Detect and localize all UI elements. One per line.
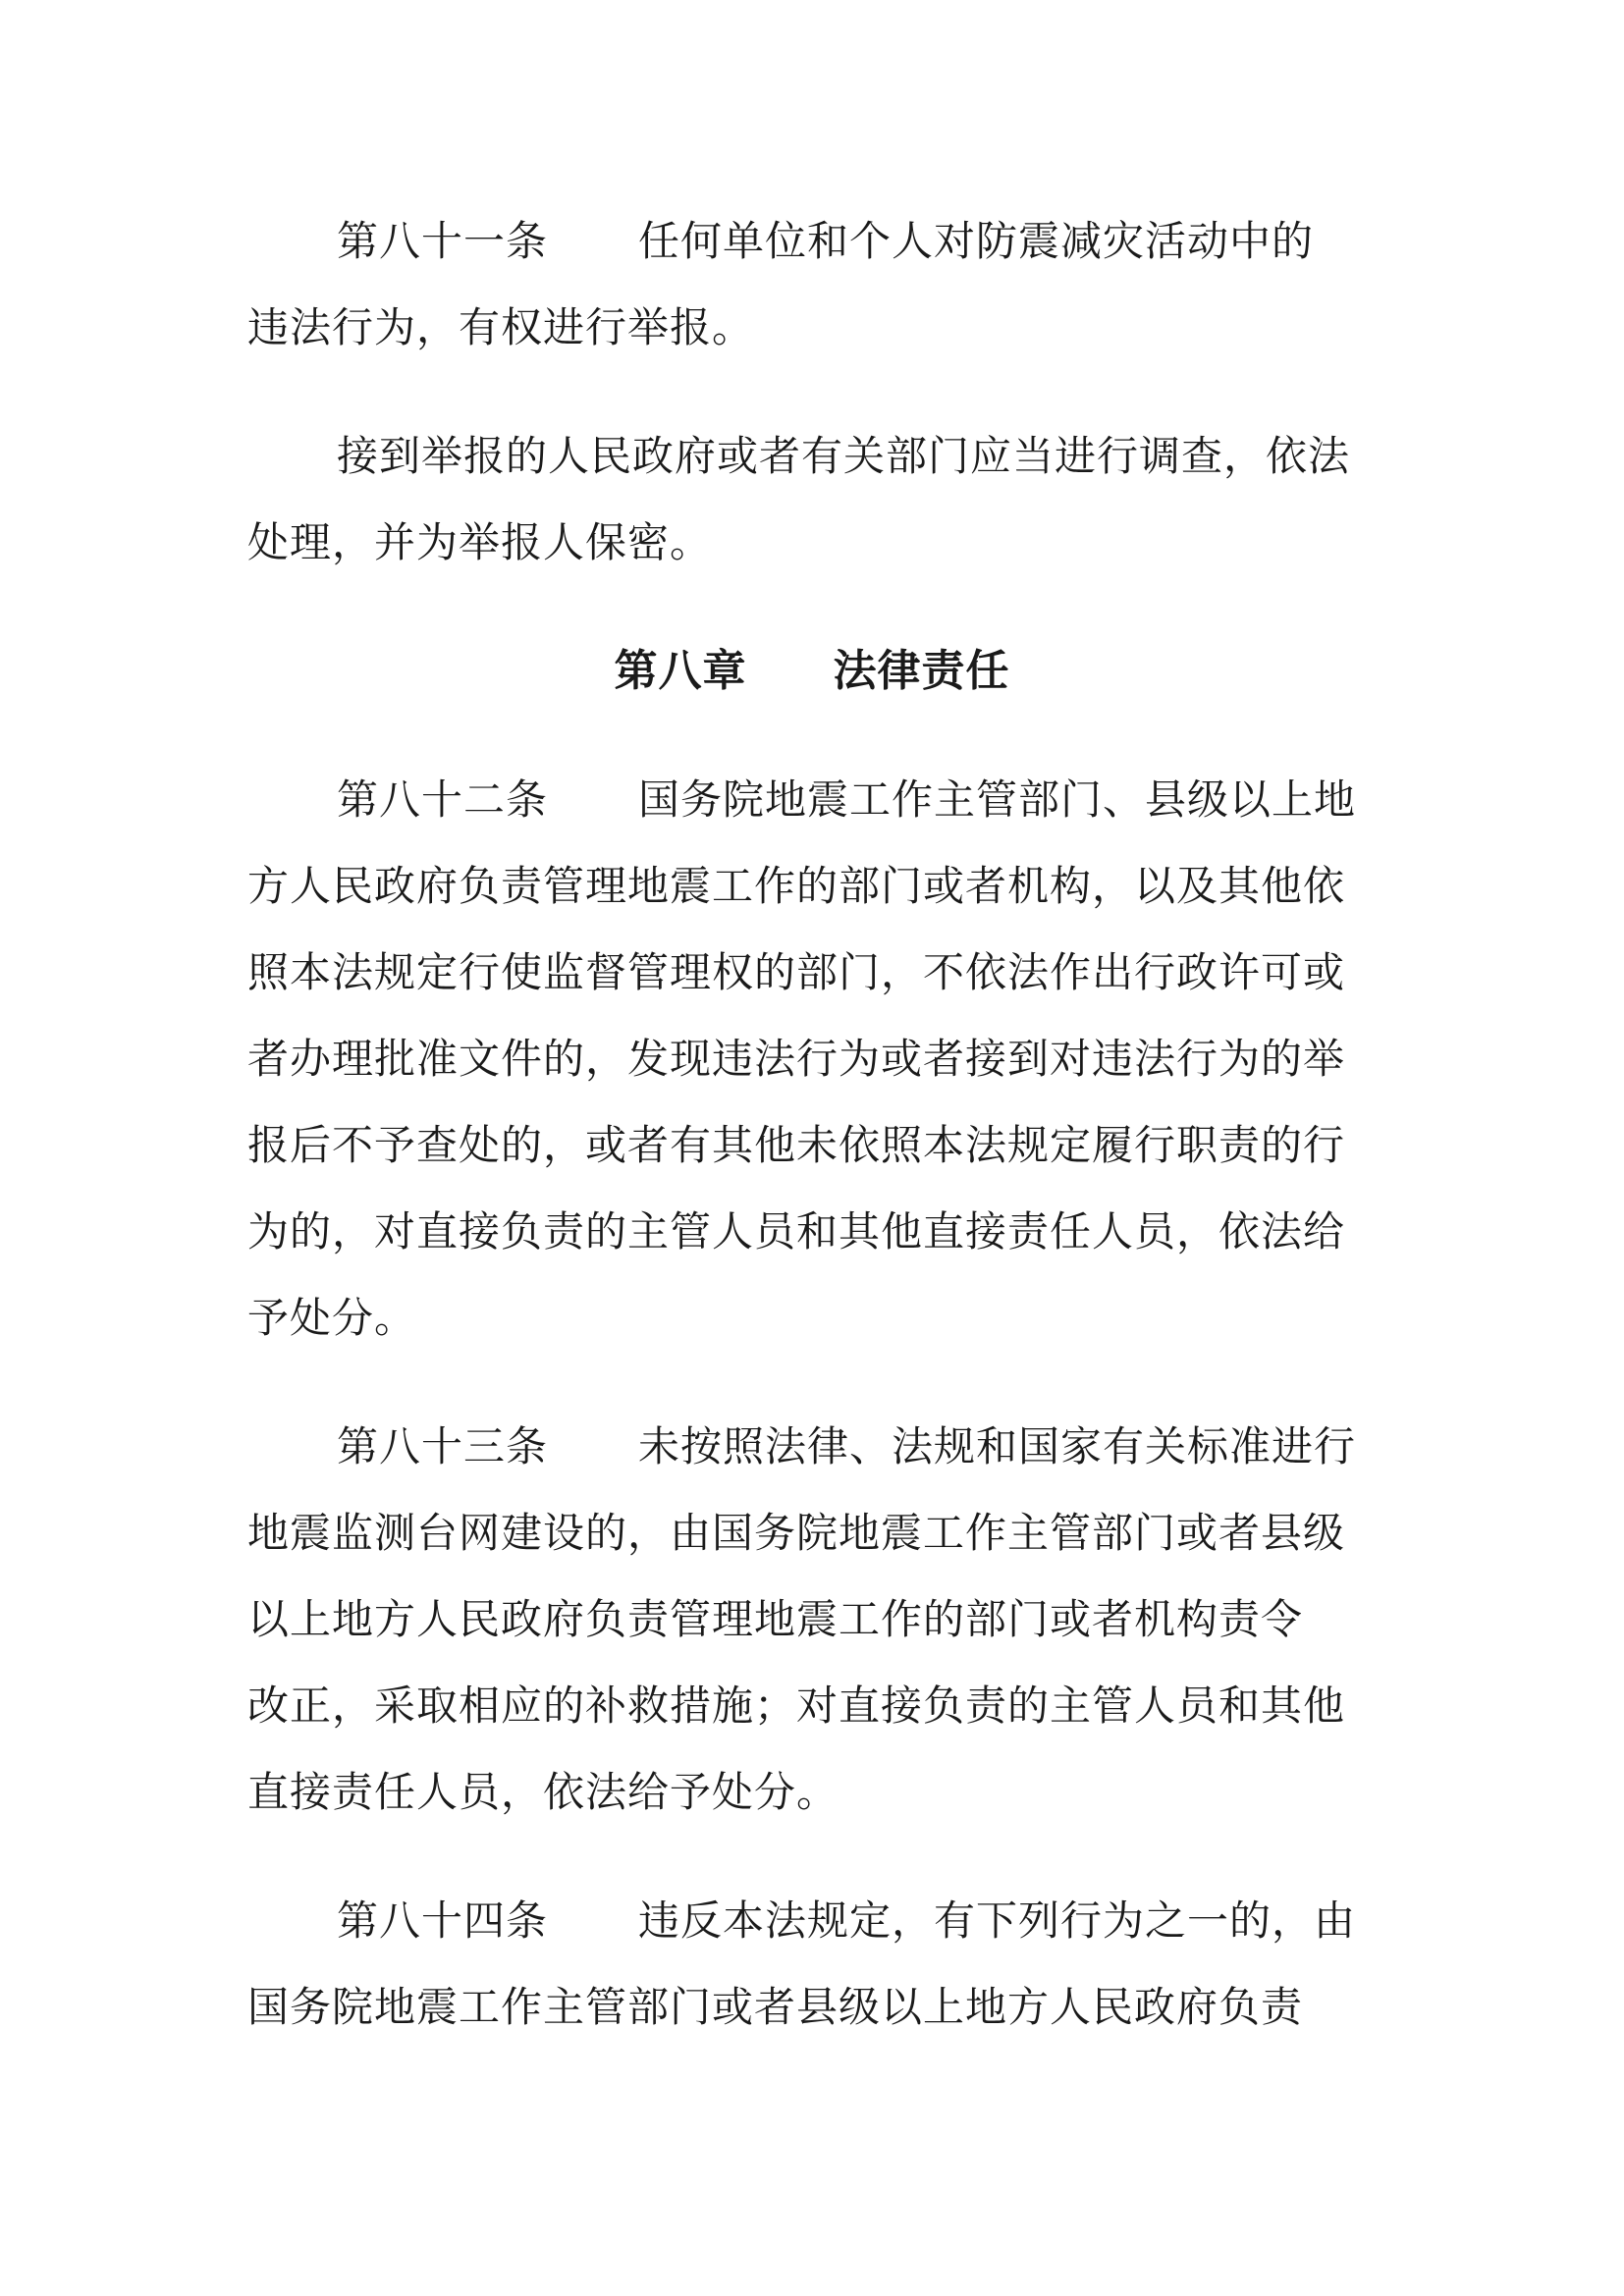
article-line: 国务院地震工作主管部门或者县级以上地方人民政府负责 [247,1983,1304,2031]
paragraph-line: 处理，并为举报人保密。 [247,518,713,566]
article-line: 报后不予查处的，或者有其他未依照本法规定履行职责的行 [247,1121,1346,1169]
article-line: 违法行为，有权进行举报。 [247,303,755,351]
article-number: 第八十四条 [337,1896,549,1945]
article-83-first-line [337,1417,1386,1476]
article-84-first-line [337,1892,1386,1950]
article-number: 第八十一条 [337,217,549,265]
article-line: 直接责任人员，依法给予处分。 [247,1768,839,1816]
article-number: 第八十二条 [337,775,549,824]
article-line: 照本法规定行使监督管理权的部门，不依法作出行政许可或 [247,948,1346,996]
article-text: 违反本法规定，有下列行为之一的，由 [638,1896,1357,1945]
article-line: 予处分。 [247,1294,417,1342]
article-81-first-line [337,212,1386,271]
article-line: 改正，采取相应的补救措施；对直接负责的主管人员和其他 [247,1682,1346,1730]
article-82-first-line [337,771,1386,829]
article-text: 任何单位和个人对防震减灾活动中的 [638,217,1315,265]
chapter-number: 第八章 [614,646,747,696]
article-line: 者办理批准文件的，发现违法行为或者接到对违法行为的举 [247,1035,1346,1083]
article-line: 地震监测台网建设的，由国务院地震工作主管部门或者县级 [247,1509,1346,1557]
article-line: 为的，对直接负责的主管人员和其他直接责任人员，依法给 [247,1207,1346,1255]
article-line: 以上地方人民政府负责管理地震工作的部门或者机构责令 [247,1595,1304,1643]
chapter-heading [0,642,1624,701]
article-line: 方人民政府负责管理地震工作的部门或者机构，以及其他依 [247,862,1346,910]
article-text: 未按照法律、法规和国家有关标准进行 [638,1422,1357,1470]
article-text: 国务院地震工作主管部门、县级以上地 [638,775,1357,824]
paragraph-first-line: 接到举报的人民政府或者有关部门应当进行调查，依法 [337,432,1351,480]
article-number: 第八十三条 [337,1422,549,1470]
chapter-title: 法律责任 [833,646,1010,696]
